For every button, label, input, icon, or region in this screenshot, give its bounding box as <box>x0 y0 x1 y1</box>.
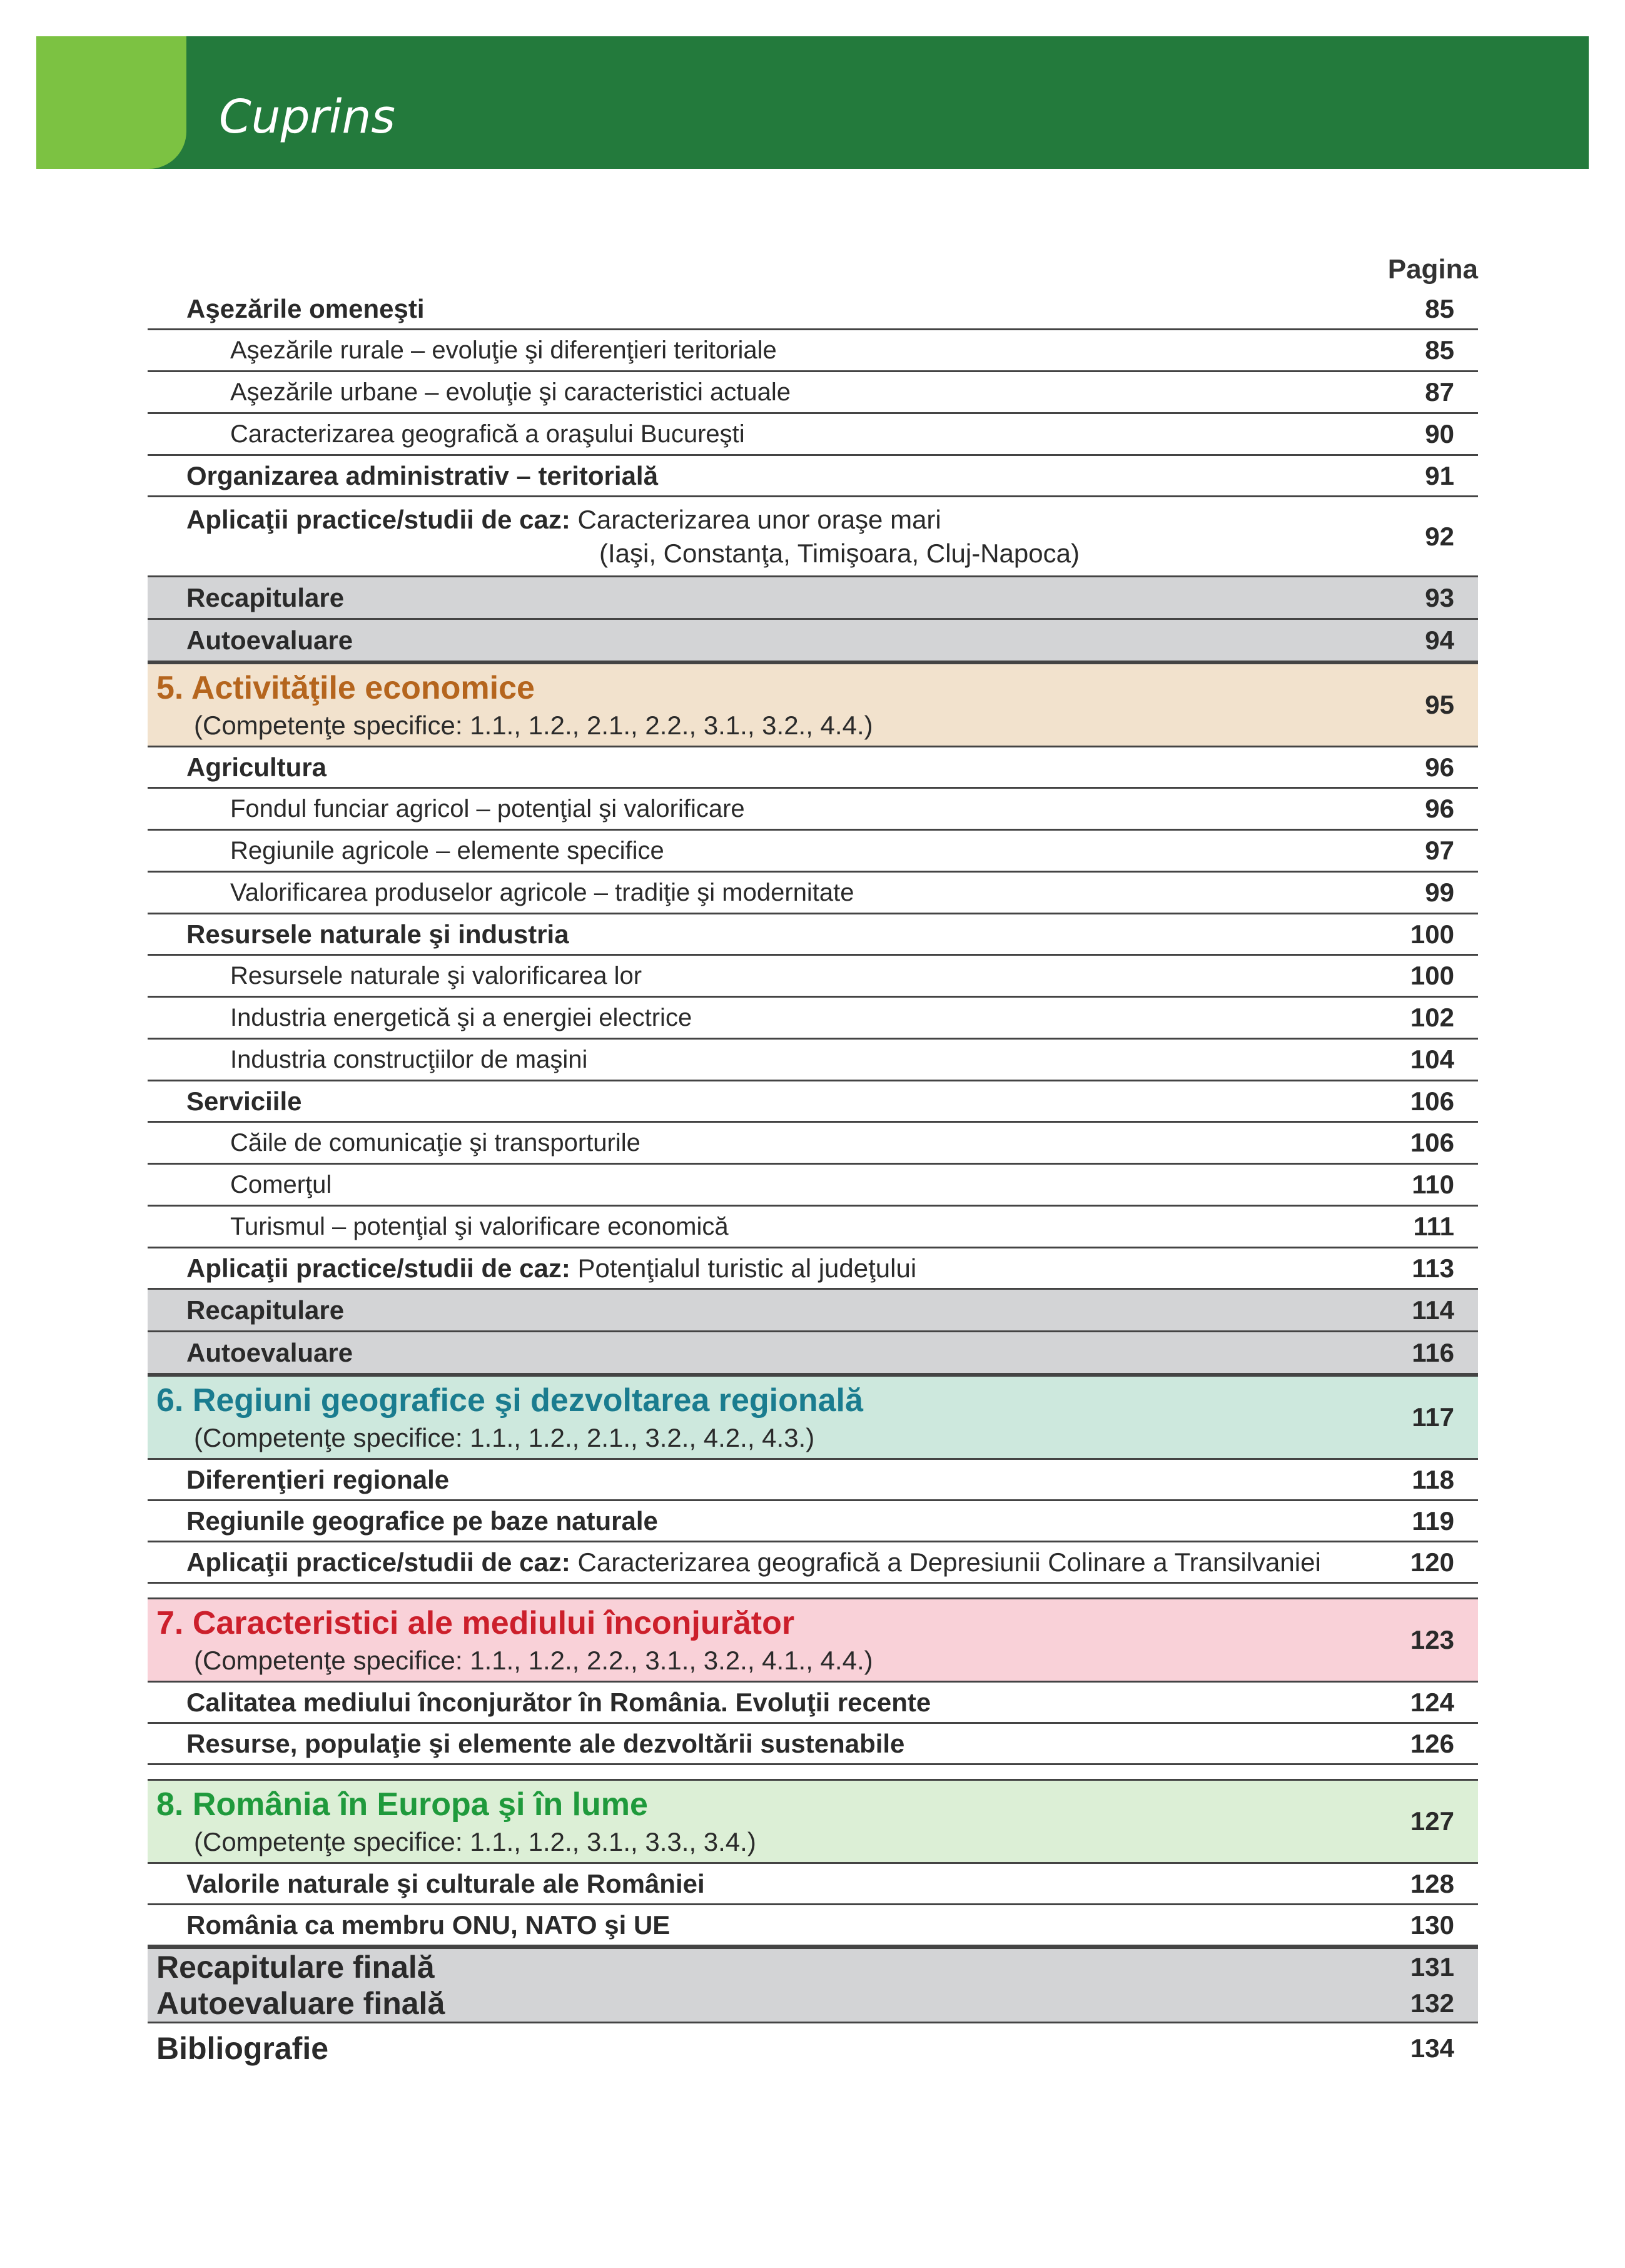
page-number: 124 <box>1410 1687 1454 1717</box>
lesson-row-label: Căile de comunicaţie şi transporturile <box>230 1128 640 1157</box>
page-heading-label: Pagina <box>1387 254 1478 285</box>
page-number: 120 <box>1410 1547 1454 1577</box>
spacer <box>148 1584 1478 1597</box>
lesson-row[interactable] <box>148 414 1478 456</box>
applications-row[interactable] <box>148 1248 1478 1290</box>
lesson-row[interactable] <box>148 1123 1478 1165</box>
page-number: 104 <box>1410 1045 1454 1074</box>
final-review-label: Recapitulare finală <box>156 1950 435 1985</box>
lesson-row-label: Industria construcţiilor de maşini <box>230 1045 588 1073</box>
applications-label <box>148 1547 1354 1577</box>
unit-heading <box>148 669 1354 741</box>
page-number: 96 <box>1425 794 1454 823</box>
review-row[interactable] <box>148 577 1478 620</box>
unit-competences: (Competenţe specifice: 1.1., 1.2., 2.1., 3.2., 4.2., 4.3.) <box>194 1423 815 1452</box>
page-number: 131 <box>1410 1952 1454 1982</box>
lesson-row-label: Fondul funciar agricol – potenţial şi valorificare <box>230 794 745 823</box>
lesson-row-label: Caracterizarea geografică a oraşului Bucureşti <box>230 420 745 448</box>
unit-heading-row[interactable] <box>148 1375 1478 1460</box>
page-number: 119 <box>1412 1506 1454 1536</box>
lesson-row[interactable] <box>148 831 1478 873</box>
chapter-row-label: Regiunile geografice pe baze naturale <box>186 1506 658 1536</box>
unit-competences: (Competenţe specifice: 1.1., 1.2., 2.1., 2.2., 3.1., 3.2., 4.4.) <box>194 711 873 740</box>
header-accent-tab <box>36 36 186 169</box>
lesson-row-label: Valorificarea produselor agricole – tradiţie şi modernitate <box>230 878 854 906</box>
page-number: 114 <box>1412 1295 1454 1325</box>
page-number: 116 <box>1412 1337 1454 1367</box>
final-review-label: Autoevaluare finală <box>156 1986 445 2021</box>
page-column-heading <box>148 248 1478 289</box>
unit-heading-row[interactable] <box>148 662 1478 747</box>
page-number: 97 <box>1425 836 1454 865</box>
lesson-row-label: Regiunile agricole – elemente specifice <box>230 836 664 864</box>
unit-title: 7. Caracteristici ale mediului înconjurător <box>156 1605 795 1641</box>
lesson-row[interactable] <box>148 1207 1478 1248</box>
applications-topic-line2: (Iaşi, Constanţa, Timişoara, Cluj-Napoca) <box>599 538 1080 568</box>
page-number: 128 <box>1410 1868 1454 1898</box>
chapter-row-label: Agricultura <box>186 752 327 782</box>
lesson-row-label: Resursele naturale şi valorificarea lor <box>230 961 642 990</box>
lesson-row[interactable] <box>148 330 1478 372</box>
unit-heading <box>148 1786 1354 1857</box>
page-number: 95 <box>1425 690 1454 719</box>
page-number: 123 <box>1410 1625 1454 1654</box>
page-number: 100 <box>1410 961 1454 990</box>
review-row-label: Recapitulare <box>186 1295 345 1325</box>
page-number: 96 <box>1425 752 1454 782</box>
applications-prefix: Aplicaţii practice/studii de caz: <box>186 504 570 534</box>
lesson-row[interactable] <box>148 1165 1478 1207</box>
applications-row[interactable] <box>148 1542 1478 1584</box>
chapter-row[interactable] <box>148 1724 1478 1765</box>
applications-prefix: Aplicaţii practice/studii de caz: <box>186 1253 570 1283</box>
chapter-row-label: România ca membru ONU, NATO şi UE <box>186 1910 671 1940</box>
applications-topic: Caracterizarea unor oraşe mari <box>577 504 941 534</box>
chapter-row[interactable] <box>148 289 1478 330</box>
page-title: Cuprins <box>219 90 395 144</box>
review-row[interactable] <box>148 1332 1478 1375</box>
page-number: 90 <box>1425 419 1454 448</box>
chapter-row-label: Resursele naturale şi industria <box>186 919 569 949</box>
lesson-row[interactable] <box>148 1040 1478 1081</box>
chapter-row[interactable] <box>148 1081 1478 1123</box>
chapter-row-label: Resurse, populaţie şi elemente ale dezvoltării sustenabile <box>186 1728 905 1758</box>
lesson-row-label: Turismul – potenţial şi valorificare economică <box>230 1212 729 1240</box>
lesson-row-label: Industria energetică şi a energiei electrice <box>230 1003 692 1031</box>
page-number: 85 <box>1425 293 1454 323</box>
page-number: 127 <box>1410 1806 1454 1836</box>
chapter-row[interactable] <box>148 747 1478 789</box>
chapter-row[interactable] <box>148 1501 1478 1542</box>
page-number: 118 <box>1412 1464 1454 1494</box>
page-number: 92 <box>1425 521 1454 551</box>
page-number: 87 <box>1425 377 1454 407</box>
unit-title: 8. România în Europa şi în lume <box>156 1786 648 1823</box>
page-number: 132 <box>1410 1988 1454 2018</box>
applications-topic: Potenţialul turistic al judeţului <box>577 1253 917 1283</box>
bibliography-label: Bibliografie <box>156 2031 329 2066</box>
page-number: 110 <box>1412 1170 1454 1199</box>
chapter-row[interactable] <box>148 456 1478 497</box>
lesson-row-label: Comerţul <box>230 1170 332 1198</box>
page-number: 106 <box>1410 1086 1454 1116</box>
chapter-row[interactable] <box>148 1905 1478 1947</box>
final-review-row[interactable] <box>148 1949 1478 1985</box>
unit-competences: (Competenţe specifice: 1.1., 1.2., 3.1., 3.3., 3.4.) <box>194 1827 756 1856</box>
review-row-label: Recapitulare <box>186 582 345 612</box>
applications-label <box>148 1253 1354 1283</box>
page-number: 113 <box>1412 1253 1454 1283</box>
bibliography-block <box>148 2023 1478 2073</box>
chapter-row-label: Valorile naturale şi culturale ale României <box>186 1868 705 1898</box>
page-number: 93 <box>1425 582 1454 612</box>
unit-title: 6. Regiuni geografice şi dezvoltarea regională <box>156 1382 863 1419</box>
page-number: 94 <box>1425 625 1454 655</box>
page-number: 117 <box>1412 1402 1454 1432</box>
spacer <box>148 1765 1478 1779</box>
applications-label <box>148 505 1354 569</box>
bibliography-row[interactable] <box>148 2023 1478 2073</box>
unit-heading <box>148 1382 1354 1453</box>
page-number: 100 <box>1410 919 1454 949</box>
page-number: 111 <box>1413 1212 1454 1241</box>
page-number: 91 <box>1425 460 1454 490</box>
page-number: 106 <box>1410 1128 1454 1157</box>
applications-topic: Caracterizarea geografică a Depresiunii Colinare a Transilvaniei <box>577 1547 1321 1577</box>
chapter-row[interactable] <box>148 914 1478 956</box>
applications-prefix: Aplicaţii practice/studii de caz: <box>186 1547 570 1577</box>
lesson-row-label: Aşezările rurale – evoluţie şi diferenţieri teritoriale <box>230 336 777 364</box>
lesson-row[interactable] <box>148 998 1478 1040</box>
page-number: 134 <box>1410 2033 1454 2063</box>
review-row[interactable] <box>148 1290 1478 1332</box>
final-block <box>148 1947 1478 2023</box>
unit-heading <box>148 1604 1354 1676</box>
chapter-row-label: Organizarea administrativ – teritorială <box>186 460 658 490</box>
unit-heading-row[interactable] <box>148 1597 1478 1683</box>
table-of-contents <box>148 248 1478 2073</box>
page-number: 130 <box>1410 1910 1454 1940</box>
unit-heading-row[interactable] <box>148 1779 1478 1864</box>
lesson-row[interactable] <box>148 372 1478 414</box>
page-number: 85 <box>1425 335 1454 365</box>
final-review-row[interactable] <box>148 1985 1478 2022</box>
unit-competences: (Competenţe specifice: 1.1., 1.2., 2.2., 3.1., 3.2., 4.1., 4.4.) <box>194 1646 873 1675</box>
toc-rows <box>148 289 1478 1947</box>
chapter-row-label: Diferenţieri regionale <box>186 1464 450 1494</box>
lesson-row[interactable] <box>148 789 1478 831</box>
chapter-row-label: Serviciile <box>186 1086 302 1116</box>
lesson-row-label: Aşezările urbane – evoluţie şi caracteristici actuale <box>230 378 791 406</box>
chapter-row-label: Aşezările omeneşti <box>186 293 425 323</box>
chapter-row-label: Calitatea mediului înconjurător în România. Evoluţii recente <box>186 1687 931 1717</box>
review-row[interactable] <box>148 620 1478 662</box>
page-number: 102 <box>1410 1003 1454 1032</box>
chapter-row[interactable] <box>148 1460 1478 1501</box>
applications-row[interactable] <box>148 497 1478 577</box>
page-number: 126 <box>1410 1728 1454 1758</box>
unit-title: 5. Activităţile economice <box>156 670 535 706</box>
review-row-label: Autoevaluare <box>186 1337 353 1367</box>
lesson-row[interactable] <box>148 956 1478 998</box>
lesson-row[interactable] <box>148 873 1478 914</box>
page-number: 99 <box>1425 878 1454 907</box>
review-row-label: Autoevaluare <box>186 625 353 655</box>
chapter-row[interactable] <box>148 1864 1478 1905</box>
chapter-row[interactable] <box>148 1683 1478 1724</box>
